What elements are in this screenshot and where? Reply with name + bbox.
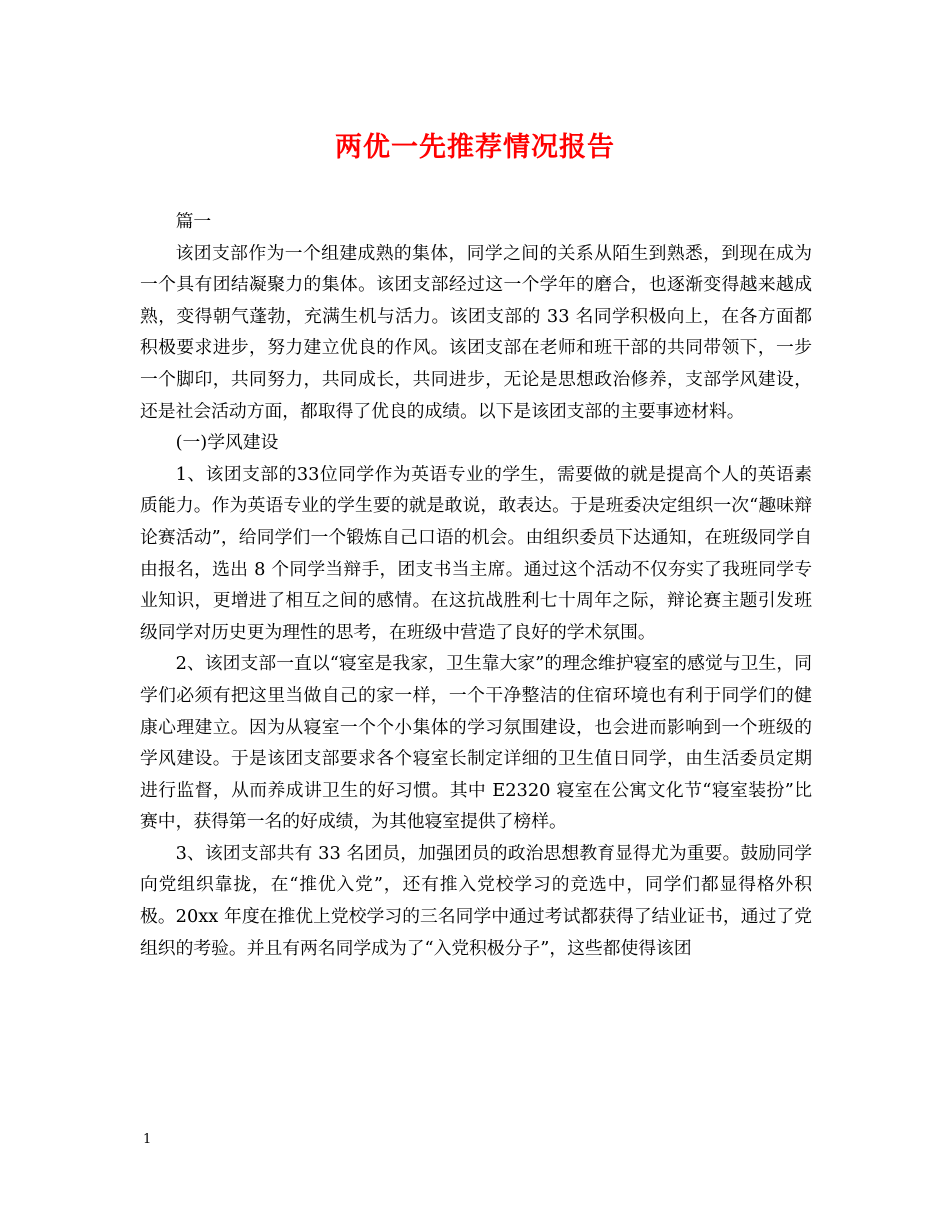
page-number: 1 [143,1132,152,1147]
section-heading-study-style: (一)学风建设 [175,432,279,454]
section-label: 篇一 [175,211,212,232]
paragraph-item-1: 1、该团支部的33位同学作为英语专业的学生，需要做的就是提高个人的英语素质能力。作为英语专业的学生要的就是敢说，敢表达。于是班委决定组织一次“趣味辩论赛活动”，给同学们一个锻炼自己口语的机会。由组织委员下达通知，在班级同学自由报名，选出 8 个同学当辩手，团支书当主席。通过这个活动不仅夯实了我班同学专业知识，更增进了相互之间的感情。在这抗战胜利七十周年之际，辩论赛主题引发班级同学对历史更为理性的思考，在班级中营造了良好的学术氛围。 [140,463,812,643]
document-body [140,206,812,964]
paragraph-intro: 该团支部作为一个组建成熟的集体，同学之间的关系从陌生到熟悉，到现在成为一个具有团结凝聚力的集体。该团支部经过这一个学年的磨合，也逐渐变得越来越成熟，变得朝气蓬勃，充满生机与活力。该团支部的 33 名同学积极向上，在各方面都积极要求进步，努力建立优良的作风。该团支部在老师和班干部的共同带领下，一步一个脚印，共同努力，共同成长，共同进步，无论是思想政治修养，支部学风建设，还是社会活动方面，都取得了优良的成绩。以下是该团支部的主要事迹材料。 [140,242,812,422]
paragraph-item-3: 3、该团支部共有 33 名团员，加强团员的政治思想教育显得尤为重要。鼓励同学向党组织靠拢，在“推优入党”，还有推入党校学习的竞选中，同学们都显得格外积极。20xx 年度在推优上党校学习的三名同学中通过考试都获得了结业证书，通过了党组织的考验。并且有两名同学成为了“入党积极分子”，这些都使得该团 [140,842,812,959]
document-title: 两优一先推荐情况报告 [335,132,615,163]
paragraph-item-2: 2、该团支部一直以“寝室是我家，卫生靠大家”的理念维护寝室的感觉与卫生，同学们必须有把这里当做自己的家一样，一个干净整洁的住宿环境也有利于同学们的健康心理建立。因为从寝室一个个小集体的学习氛围建设，也会进而影响到一个班级的学风建设。于是该团支部要求各个寝室长制定详细的卫生值日同学，由生活委员定期进行监督，从而养成讲卫生的好习惯。其中 E2320 寝室在公寓文化节“寝室装扮”比赛中，获得第一名的好成绩，为其他寝室提供了榜样。 [140,653,812,833]
